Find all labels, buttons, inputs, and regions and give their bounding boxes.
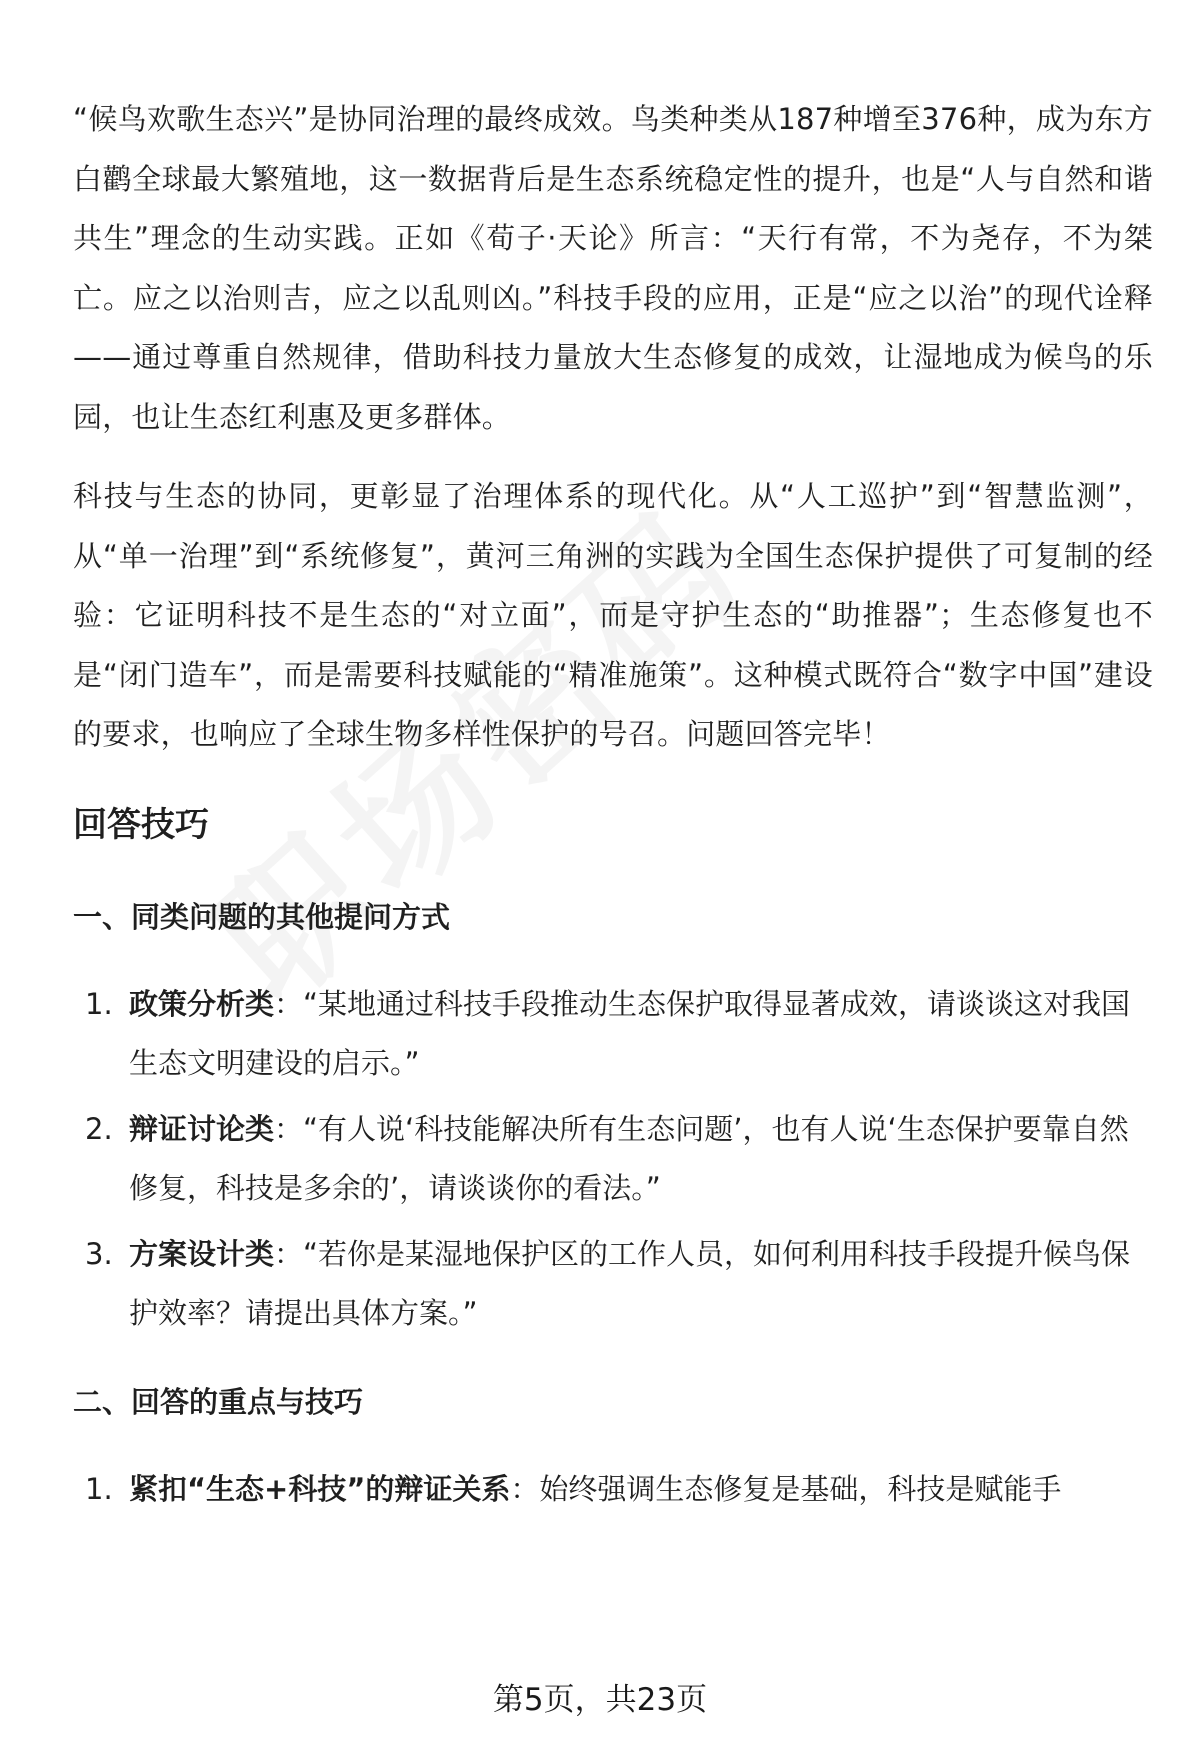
page-number-footer: 第5页，共23页 [492,1682,708,1718]
subsection-title-2: 二、回答的重点与技巧 [73,1384,364,1419]
list-number: 1. [85,986,113,1021]
paragraph-1: “候鸟欢歌生态兴”是协同治理的最终成效。鸟类种类从187种增至376种，成为东方白鹳全球最大繁殖地，这一数据背后是生态系统稳定性的提升，也是“人与自然和谐共生”理念的生动实践。正如《荀子·天论》所言：“天行有常，不为尧存，不为桀亡。应之以治则吉，应之以乱则凶。”科技手段的应用，正是“应之以治”的现代诠释——通过尊重自然规律，借助科技力量放大生态修复的成效，让湿地成为候鸟的乐园，也让生态红利惠及更多群体。 [73,102,1153,434]
list-text: ：“若你是某湿地保护区的工作人员，如何利用科技手段提升候鸟保护效率？请提出具体方案。” [129,1236,1131,1330]
document-page [73,90,1153,1557]
list-item [73,1460,1153,1520]
list-text: ：“有人说‘科技能解决所有生态问题’，也有人说‘生态保护要靠自然修复，科技是多余的’，请谈谈你的看法。” [129,1111,1129,1205]
list-item [73,1100,1153,1219]
list-item [73,1225,1153,1344]
list-term: 紧扣“生态+科技”的辩证关系 [129,1471,511,1506]
list-item [73,975,1153,1094]
list-text: ：始终强调生态修复是基础，科技是赋能手 [510,1471,1062,1506]
key-points-list [73,1460,1153,1520]
list-term: 辩证讨论类 [129,1111,275,1146]
subsection-title-1: 一、同类问题的其他提问方式 [73,899,451,934]
question-types-list [73,975,1153,1344]
list-term: 政策分析类 [129,986,275,1021]
list-term: 方案设计类 [129,1236,275,1271]
section-title: 回答技巧 [73,804,209,845]
list-text: ：“某地通过科技手段推动生态保护取得显著成效，请谈谈这对我国生态文明建设的启示。” [129,986,1131,1080]
list-number: 1. [85,1471,113,1506]
paragraph-2: 科技与生态的协同，更彰显了治理体系的现代化。从“人工巡护”到“智慧监测”，从“单一治理”到“系统修复”，黄河三角洲的实践为全国生态保护提供了可复制的经验：它证明科技不是生态的“对立面”，而是守护生态的“助推器”；生态修复也不是“闭门造车”，而是需要科技赋能的“精准施策”。这种模式既符合“数字中国”建设的要求，也响应了全球生物多样性保护的号召。问题回答完毕！ [73,479,1153,751]
list-number: 3. [85,1236,113,1271]
list-number: 2. [85,1111,113,1146]
